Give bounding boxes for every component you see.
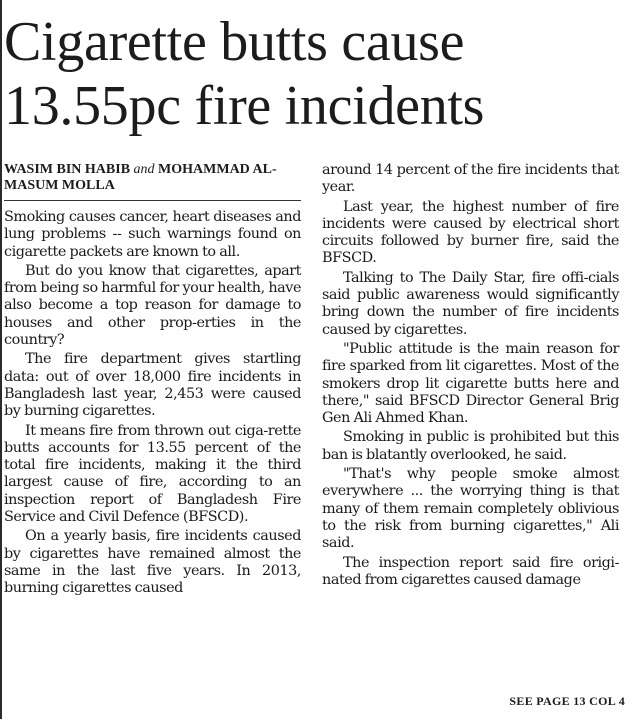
- paragraph: around 14 percent of the fire incidents that year.: [322, 162, 619, 196]
- byline: [4, 162, 301, 194]
- paragraph: But do you know that cigarettes, apart from being so harmful for your health, have also become a top reason for damage to houses and other prop-erties in the country?: [4, 262, 302, 349]
- paragraph: On a yearly basis, fire incidents caused by cigarettes have remained almost the same in the last five years. In 2013, burning cigarettes caused: [4, 528, 301, 597]
- paragraph: "That's why people smoke almost everywhere ... the worrying thing is that many of them remain completely oblivious to the risk from burning cigarettes," Ali said.: [322, 466, 619, 552]
- paragraph: The fire department gives startling data: out of over 18,000 fire incidents in Bangladesh last year, 2,453 were caused by burning cigarettes.: [4, 351, 301, 420]
- paragraph: Smoking in public is prohibited but this ban is blatantly overlooked, he said.: [322, 429, 619, 463]
- left-column: [4, 162, 301, 598]
- headline: Cigarette butts cause 13.55pc fire incidents: [4, 11, 485, 137]
- paragraph: Last year, the highest number of fire incidents were caused by electrical short circuits followed by burner fire, said the BFSCD.: [322, 198, 619, 267]
- byline-divider: [4, 200, 301, 201]
- paragraph: The inspection report said fire origi-nated from cigarettes caused damage: [322, 554, 619, 588]
- byline-conjunction: and: [133, 162, 155, 177]
- byline-author-1: WASIM BIN HABIB: [4, 162, 131, 177]
- continued-jump-line: SEE PAGE 13 COL 4: [509, 694, 625, 708]
- paragraph: Smoking causes cancer, heart diseases and lung problems -- such warnings found on cigarette packets are known to all.: [4, 209, 301, 260]
- left-border-rule: [0, 0, 2, 719]
- byline-author-2: MOHAMMAD AL-MASUM MOLLA: [4, 162, 277, 193]
- paragraph: Talking to The Daily Star, fire offi-cials said public awareness would significantly bring down the number of fire incidents caused by cigarettes.: [322, 269, 619, 338]
- paragraph: It means fire from thrown out ciga-rette butts accounts for 13.55 percent of the total fire incidents, making it the third largest cause of fire, according to an inspection report of Bangladesh Fire Service and Civil Defence (BFSCD).: [4, 422, 301, 526]
- paragraph: "Public attitude is the main reason for fire sparked from lit cigarettes. Most of the smokers drop lit cigarette butts here and there," said BFSCD Director General Brig Gen Ali Ahmed Khan.: [322, 340, 619, 427]
- right-column: [322, 162, 619, 589]
